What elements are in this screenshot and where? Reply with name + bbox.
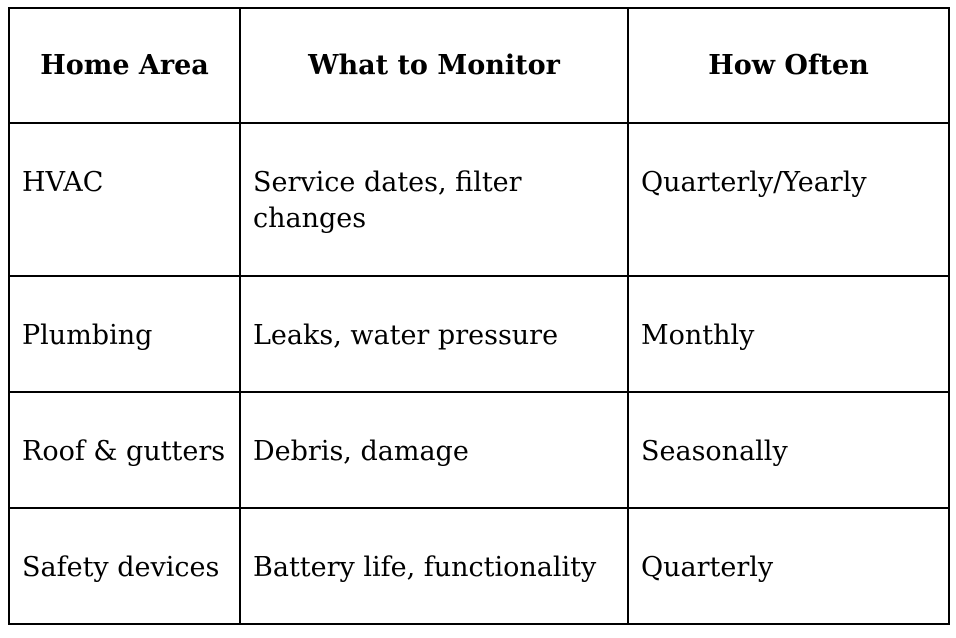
cell-home-area: HVAC (9, 123, 240, 276)
table-row (9, 123, 949, 276)
cell-home-area: Roof & gutters (9, 392, 240, 508)
cell-how-often: Quarterly (628, 508, 949, 624)
table-row (9, 276, 949, 392)
cell-how-often: Monthly (628, 276, 949, 392)
home-maintenance-table (8, 7, 950, 625)
cell-what-to-monitor: Leaks, water pressure (240, 276, 628, 392)
header-how-often: How Often (628, 8, 949, 123)
cell-what-to-monitor: Battery life, functionality (240, 508, 628, 624)
cell-how-often: Quarterly/Yearly (628, 123, 949, 276)
header-home-area: Home Area (9, 8, 240, 123)
table-row (9, 392, 949, 508)
cell-what-to-monitor: Debris, damage (240, 392, 628, 508)
cell-home-area: Safety devices (9, 508, 240, 624)
table-header-row (9, 8, 949, 123)
header-what-to-monitor: What to Monitor (240, 8, 628, 123)
cell-what-to-monitor: Service dates, filter changes (240, 123, 628, 276)
cell-home-area: Plumbing (9, 276, 240, 392)
table-row (9, 508, 949, 624)
cell-how-often: Seasonally (628, 392, 949, 508)
